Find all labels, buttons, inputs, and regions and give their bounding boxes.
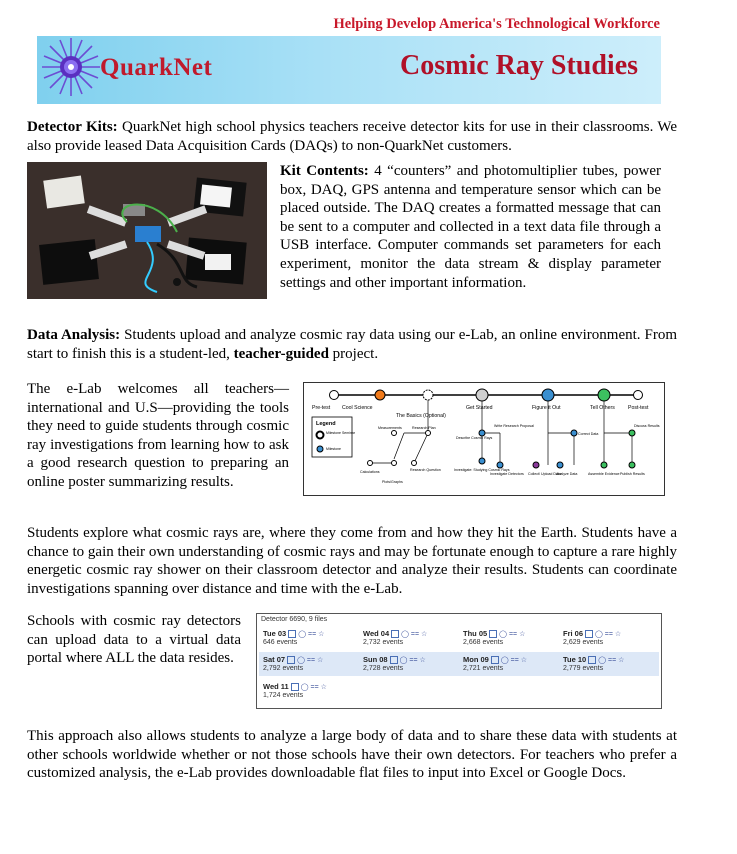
research-plan-label: Research Plan	[412, 426, 436, 430]
research-question-label: Research Question	[410, 468, 441, 472]
file-icon[interactable]	[288, 630, 296, 638]
file-icon[interactable]	[588, 656, 596, 664]
cosmic-rays-paragraph: Students explore what cosmic rays are, where they come from and how they hit the Earth. Students have a chance to gain their own understanding of cosmic rays and may be fortunate enough to capture a rare highly energetic cosmic ray shower on their classroom detector and analyze their results. Students can coordinate investigations spanning over distance and time with the e-Lab.	[27, 525, 677, 597]
detector-kits-paragraph	[27, 118, 677, 155]
data-analysis-paragraph	[27, 326, 677, 363]
detector-kit-photo	[27, 162, 267, 299]
day-label: Sun 08	[363, 655, 388, 664]
comment-star-icon[interactable]: ◯ == ☆	[300, 684, 327, 691]
day-label: Mon 09	[463, 655, 489, 664]
assemble-evidence-label: Assemble Evidence	[588, 472, 620, 476]
comment-star-icon[interactable]: ◯ == ☆	[401, 631, 428, 638]
figure-it-out-node	[542, 389, 554, 401]
comment-star-icon[interactable]: ◯ == ☆	[500, 657, 528, 664]
comment-star-icon[interactable]: ◯ == ☆	[298, 631, 325, 638]
elab-flow-diagram	[303, 382, 665, 496]
comment-star-icon[interactable]: ◯ == ☆	[598, 657, 625, 664]
portal-cell[interactable]	[463, 656, 563, 680]
data-analysis-text: Students upload and analyze cosmic ray data using our e-Lab, an online environment. From start to finish this is a student-led,	[27, 327, 677, 362]
tagline: Helping Develop America's Technological Workforce	[333, 16, 660, 32]
write-proposal-label: Write Research Proposal	[494, 424, 534, 428]
detector-kits-text: QuarkNet high school physics teachers receive detector kits for use in their classrooms. We also provide leased Data Acquisition Cards (DAQs) to non-QuarkNet customers.	[27, 119, 677, 154]
cool-science-label: Cool Science	[342, 405, 373, 411]
pretest-label: Pre-test	[312, 405, 331, 411]
tell-others-label: Tell Others	[590, 405, 615, 411]
get-started-label: Get Started	[466, 405, 493, 411]
page-title: Cosmic Ray Studies	[400, 50, 639, 81]
events-count: 646 events	[263, 639, 298, 646]
data-portal-panel	[256, 613, 662, 709]
events-count: 2,792 events	[263, 665, 304, 672]
events-count: 2,732 events	[363, 639, 404, 646]
cool-science-node	[375, 390, 385, 400]
events-count: 1,724 events	[263, 692, 304, 699]
analyze-data-label: Analyze Data	[556, 472, 578, 476]
schools-paragraph: Schools with cosmic ray detectors can upload data to a virtual data portal where ALL the data resides.	[27, 613, 241, 667]
plots-graphs-label: Plots/Graphs	[382, 480, 403, 484]
events-count: 2,721 events	[463, 665, 504, 672]
events-count: 2,728 events	[363, 665, 404, 672]
comment-star-icon[interactable]: ◯ == ☆	[595, 631, 622, 638]
basics-node	[423, 390, 433, 400]
portal-cell[interactable]	[563, 656, 663, 680]
data-analysis-heading: Data Analysis:	[27, 327, 121, 343]
day-label: Tue 10	[563, 655, 587, 664]
figure-it-out-label: Figure it Out	[532, 405, 561, 411]
tell-others-node	[598, 389, 610, 401]
kit-contents-paragraph	[280, 162, 661, 292]
get-started-node	[476, 389, 488, 401]
kit-contents-heading: Kit Contents:	[280, 163, 369, 179]
day-label: Fri 06	[563, 629, 584, 638]
file-icon[interactable]	[585, 630, 593, 638]
day-label: Thu 05	[463, 629, 488, 638]
elab-paragraph: The e-Lab welcomes all teachers—international and U.S—providing the tools they need to guide students through cosmic ray investigations from learning how to ask a good research question to preparing an online poster summarizing results.	[27, 381, 289, 490]
portal-cell[interactable]	[263, 630, 363, 654]
portal-cell[interactable]	[263, 683, 363, 707]
file-icon[interactable]	[491, 656, 499, 664]
pretest-node	[330, 391, 339, 400]
describe-cosmic-rays-label: Describe Cosmic Rays	[456, 436, 493, 440]
day-label: Wed 04	[363, 629, 390, 638]
calculations-label: Calculations	[360, 470, 380, 474]
portal-cell[interactable]	[363, 630, 463, 654]
data-analysis-text-end: project.	[328, 345, 379, 362]
file-icon[interactable]	[391, 630, 399, 638]
comment-star-icon[interactable]: ◯ == ☆	[297, 657, 324, 664]
file-icon[interactable]	[489, 630, 497, 638]
file-icon[interactable]	[287, 656, 295, 664]
legend-milestone-seminar: Milestone Seminar	[326, 431, 355, 435]
portal-cell[interactable]	[563, 630, 663, 654]
posttest-node	[634, 391, 643, 400]
portal-cell[interactable]	[363, 656, 463, 680]
collect-data-label: Collect/ Upload Data	[528, 472, 561, 476]
portal-header: Detector 6690, 9 files	[261, 616, 328, 623]
portal-cell[interactable]	[463, 630, 563, 654]
brand-name: QuarkNet	[100, 54, 213, 81]
day-label: Sat 07	[263, 655, 286, 664]
basics-label: The Basics (Optional)	[396, 413, 446, 419]
comment-star-icon[interactable]: ◯ == ☆	[499, 631, 526, 638]
events-count: 2,629 events	[563, 639, 604, 646]
measurements-label: Measurements	[378, 426, 402, 430]
events-count: 2,668 events	[463, 639, 504, 646]
file-icon[interactable]	[390, 656, 398, 664]
legend-title: Legend	[316, 421, 336, 427]
posttest-label: Post-test	[628, 405, 649, 411]
investigate-detectors-label: Investigate Detectors	[490, 472, 524, 476]
portal-cell[interactable]	[263, 656, 363, 680]
comment-star-icon[interactable]: ◯ == ☆	[399, 657, 426, 664]
day-label: Wed 11	[263, 682, 289, 691]
events-count: 2,779 events	[563, 665, 604, 672]
file-icon[interactable]	[291, 683, 299, 691]
kit-contents-text: 4 “counters” and photomultiplier tubes, power box, DAQ, GPS antenna and temperature sensor which can be placed outside. The DAQ creates a formatted message that can be sent to a computer and collected in a text data file through a USB interface. Computer commands set parameters for each experiment, monitor the data stream & display parameter settings and other important information.	[280, 163, 661, 291]
day-label: Tue 03	[263, 629, 287, 638]
detector-kits-heading: Detector Kits:	[27, 119, 118, 135]
discuss-results-label: Discuss Results	[634, 424, 660, 428]
teacher-guided-text: teacher-guided	[233, 345, 329, 362]
correct-data-label: Correct Data	[578, 432, 599, 436]
quarknet-logo-icon	[40, 36, 102, 98]
publish-results-label: Publish Results	[620, 472, 645, 476]
legend-milestone: Milestone	[326, 447, 341, 451]
investigate-label: Investigate: Studying Cosmic Rays	[454, 468, 510, 472]
approach-paragraph: This approach also allows students to analyze a large body of data and to share these data with students at other schools worldwide whether or not those schools have their own detectors. For teachers who prefer a customized analysis, the e-Lab provides downloadable flat files to input into Excel or Google Docs.	[27, 728, 677, 782]
